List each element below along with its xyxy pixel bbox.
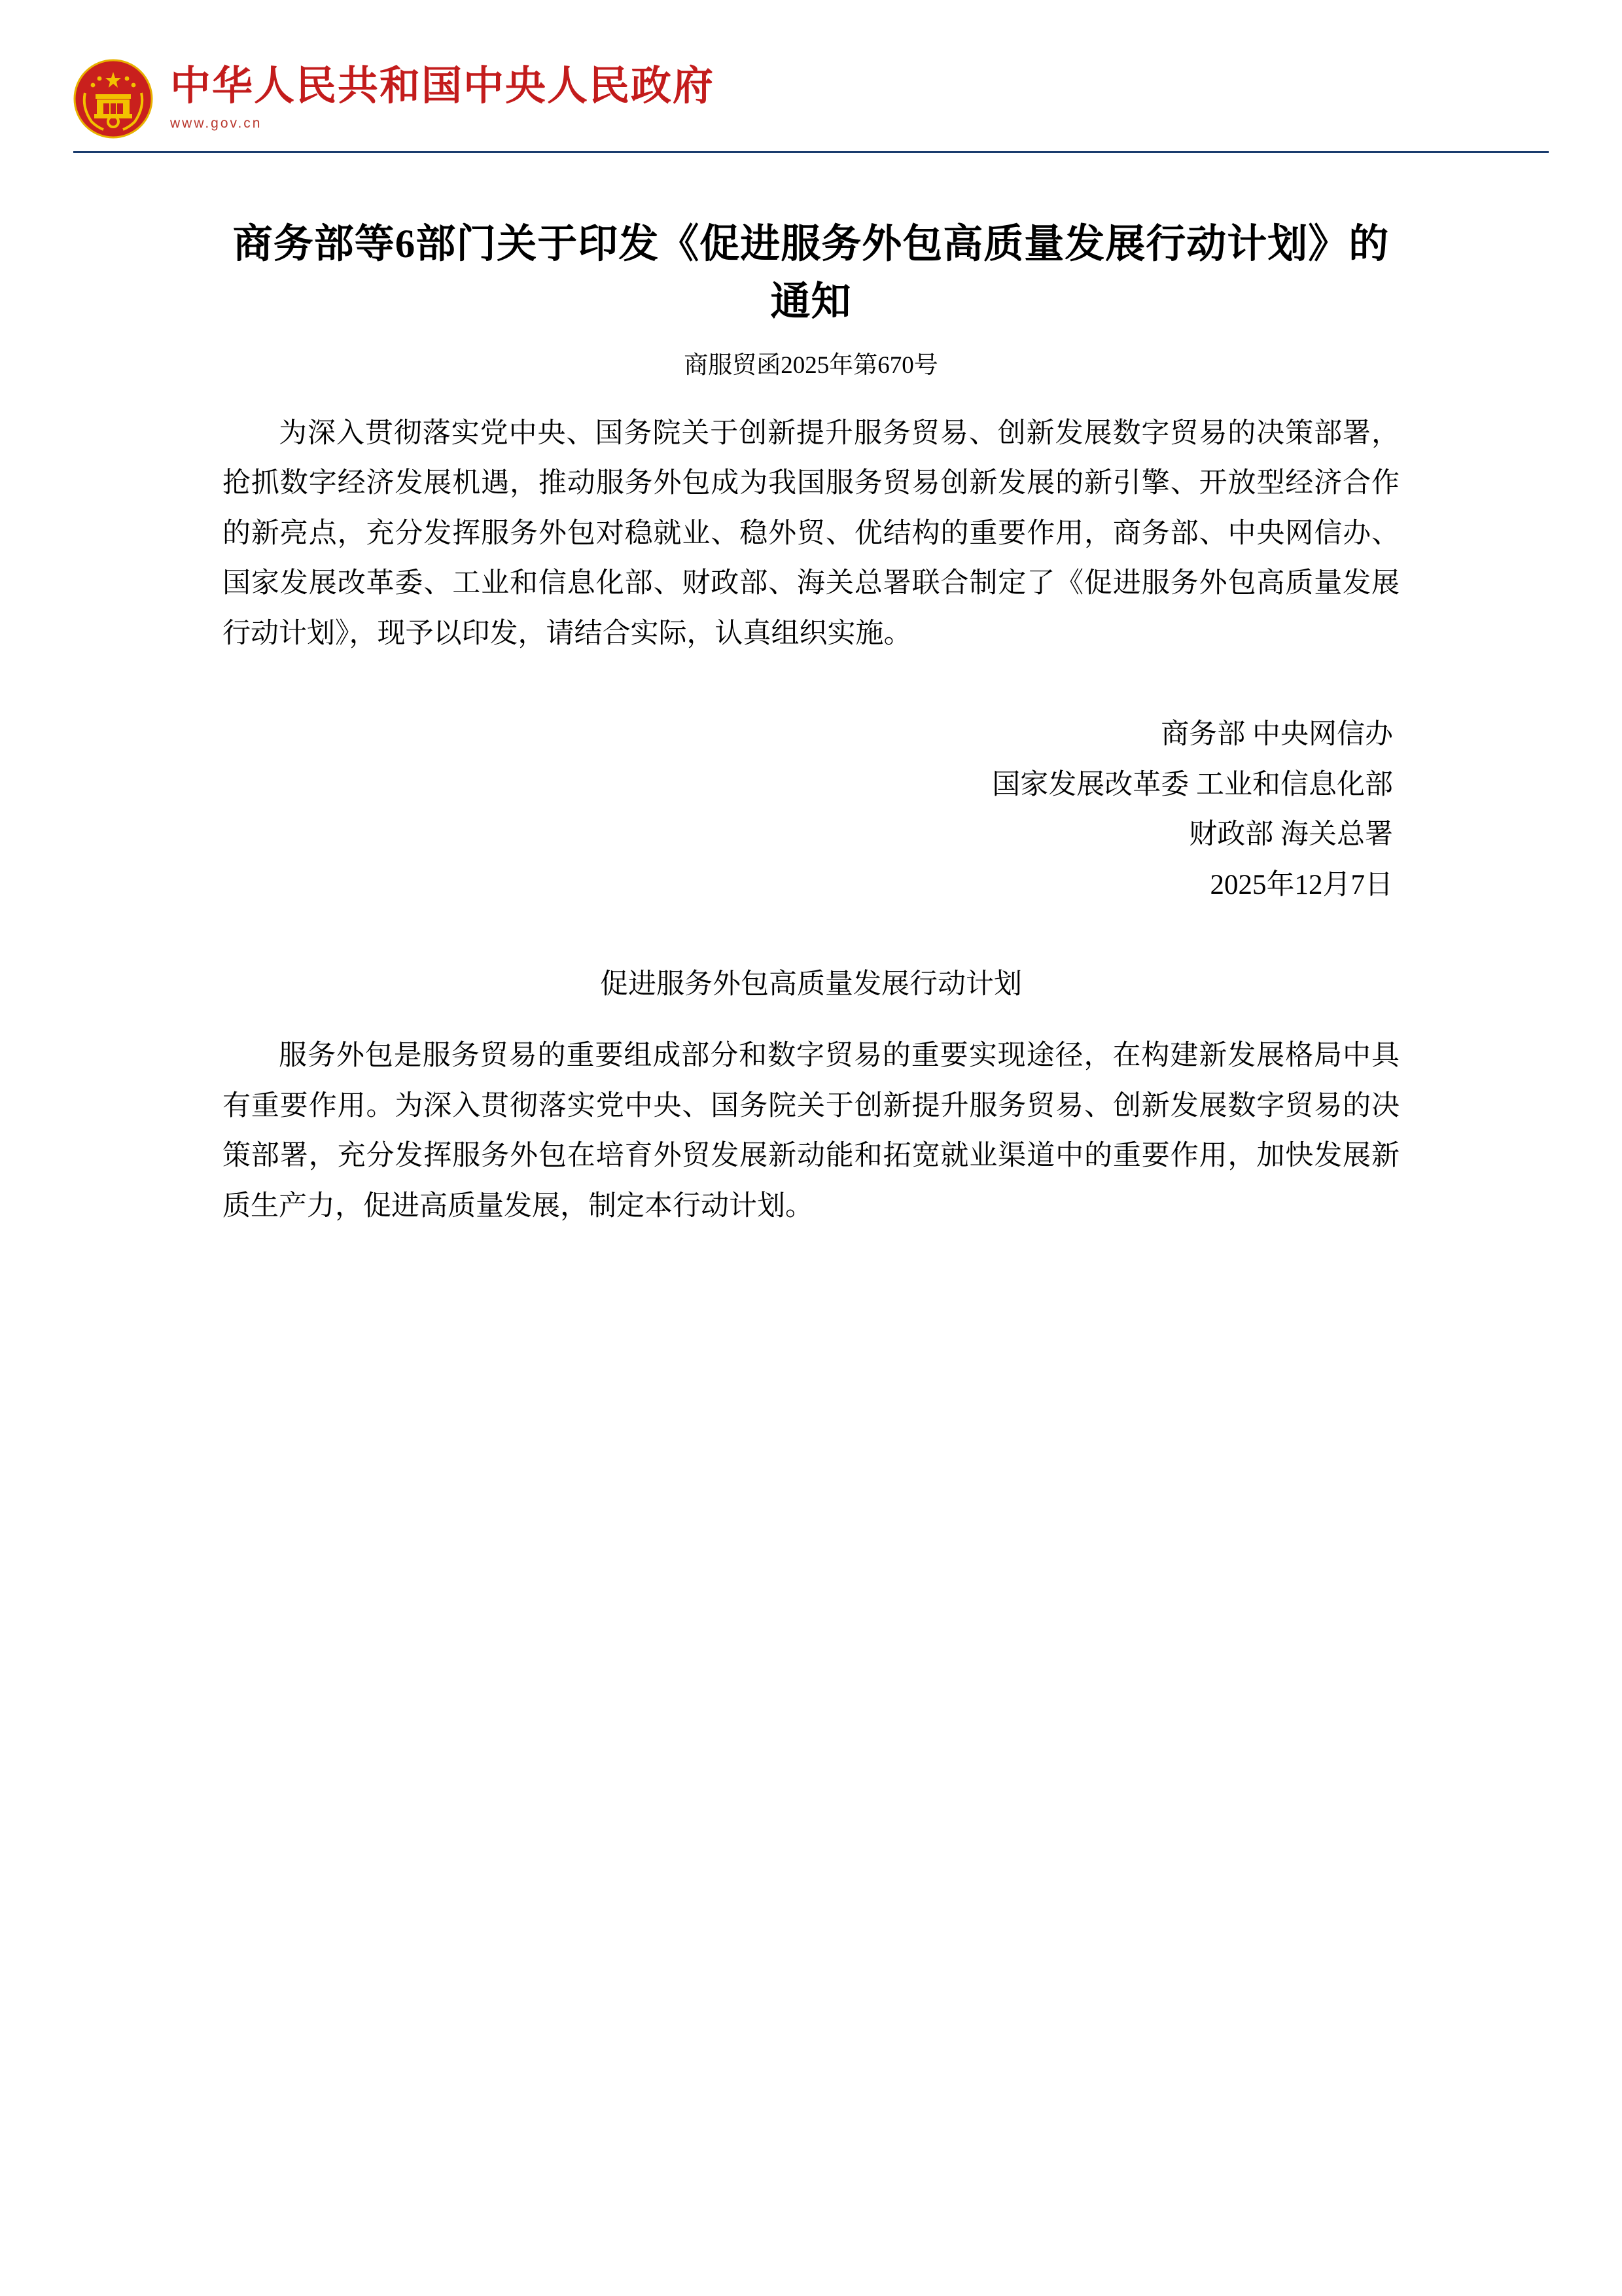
notice-paragraph: 为深入贯彻落实党中央、国务院关于创新提升服务贸易、创新发展数字贸易的决策部署，抢抓数字经济发展机遇，推动服务外包成为我国服务贸易创新发展的新引擎、开放型经济合作的新亮点，充分发挥服务外包对稳就业、稳外贸、优结构的重要作用，商务部、中央网信办、国家发展改革委、工业和信息化部、财政部、海关总署联合制定了《促进服务外包高质量发展行动计划》，现予以印发，请结合实际，认真组织实施。 (222, 417, 1400, 649)
site-header-inner (0, 0, 1622, 139)
plan-title: 促进服务外包高质量发展行动计划 (600, 969, 1022, 1000)
site-header (0, 0, 1622, 164)
document-title: 商务部等6部门关于印发《促进服务外包高质量发展行动计划》的通知 (232, 222, 1390, 325)
site-brand[interactable] (170, 66, 714, 132)
signature-line: 财政部 海关总署 (1189, 819, 1393, 851)
site-brand-url[interactable]: www.gov.cn (170, 116, 262, 131)
plan-paragraph: 服务外包是服务贸易的重要组成部分和数字贸易的重要实现途径，在构建新发展格局中具有重要作用。为深入贯彻落实党中央、国务院关于创新提升服务贸易、创新发展数字贸易的决策部署，充分发挥服务外包在培育外贸发展新动能和拓宽就业渠道中的重要作用，加快发展新质生产力，促进高质量发展，制定本行动计划。 (222, 1040, 1400, 1222)
document-body (0, 216, 1622, 1231)
signature-line: 商务部 中央网信办 (1161, 719, 1393, 751)
signature-block (222, 710, 1400, 910)
signature-date: 2025年12月7日 (1210, 869, 1393, 900)
site-brand-title: 中华人民共和国中央人民政府 (170, 64, 715, 109)
header-divider (73, 151, 1549, 153)
signature-line: 国家发展改革委 工业和信息化部 (992, 769, 1393, 800)
national-emblem-icon (73, 59, 153, 139)
document-number: 商服贸函2025年第670号 (684, 351, 938, 379)
